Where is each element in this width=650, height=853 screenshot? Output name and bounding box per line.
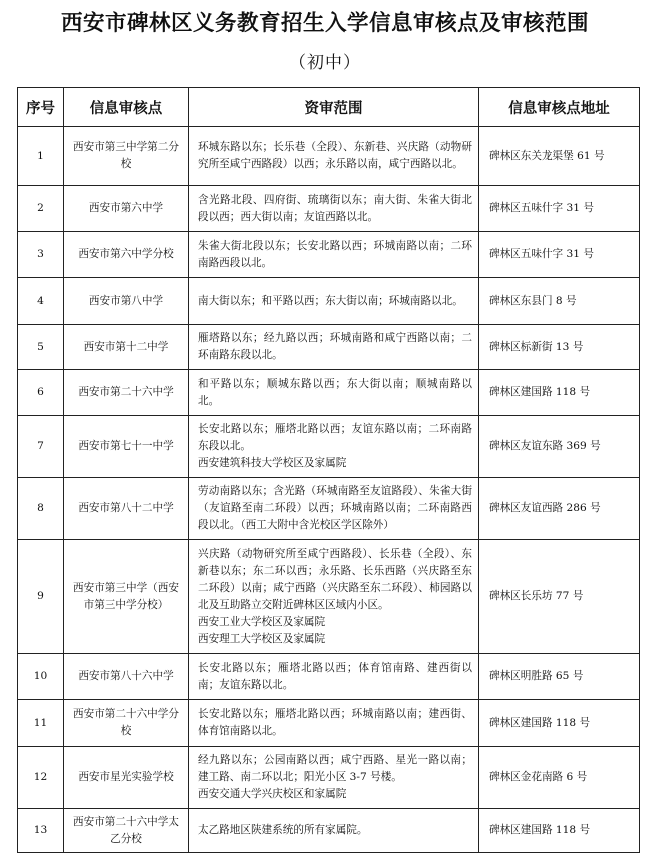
table-row [18,278,640,325]
scope-line: 西安理工大学校区及家属院 [198,632,326,645]
review-point: 西安市第二十六中学太乙分校 [64,809,189,853]
review-point: 西安市第六中学分校 [64,232,189,278]
review-address: 碑林区金花南路 6 号 [479,747,640,809]
scope-line: 长安北路以东；雁塔北路以西；环城南路以南；建西街、体育馆南路以北。 [198,708,472,737]
scope-line: 和平路以东；顺城东路以西；东大街以南；顺城南路以北。 [198,377,472,407]
review-scope [189,654,479,700]
scope-line: 西安工业大学校区及家属院 [198,615,326,628]
row-number: 4 [18,278,64,325]
scope-line: 兴庆路（动物研究所至咸宁西路段）、长乐巷（全段）、东新巷以东；东二环以西；永乐路、长乐西路（兴庆路至东二环段）以南；咸宁西路（兴庆路至东二环段）、柿园路以北及互助路立交附近碑林区区域内小区。 [198,547,472,611]
review-point: 西安市星光实验学校 [64,747,189,809]
header-review-scope: 资审范围 [189,88,479,127]
table-row [18,325,640,370]
row-number: 12 [18,747,64,809]
scope-line: 太乙路地区陕建系统的所有家属院。 [198,824,368,836]
row-number: 2 [18,186,64,232]
review-address: 碑林区东县门 8 号 [479,278,640,325]
table-row [18,478,640,540]
table-row [18,654,640,700]
review-point: 西安市第八中学 [64,278,189,325]
table-row [18,700,640,747]
header-review-point: 信息审核点 [64,88,189,127]
review-address: 碑林区友谊东路 369 号 [479,416,640,478]
review-point: 西安市第二十六中学 [64,370,189,416]
review-scope [189,186,479,232]
row-number: 5 [18,325,64,370]
header-number: 序号 [18,88,64,127]
table-row [18,127,640,186]
document-title: 西安市碑林区义务教育招生入学信息审核点及审核范围 [60,11,589,36]
review-point: 西安市第二十六中学分校 [64,700,189,747]
row-number: 13 [18,809,64,853]
review-scope [189,809,479,853]
review-scope [189,232,479,278]
scope-line: 劳动南路以东；含光路（环城南路至友谊路段）、朱雀大街（友谊路至南二环段）以西；环城南路以南；二环南路西段以北。（西工大附中含光校区学区除外） [198,485,472,531]
review-point: 西安市第十二中学 [64,325,189,370]
table-row [18,809,640,853]
scope-line: 长安北路以东；雁塔北路以西；体育馆南路、建西街以南；友谊东路以北。 [198,661,472,691]
row-number: 7 [18,416,64,478]
table-row [18,232,640,278]
scope-line: 南大街以东；和平路以西；东大街以南；环城南路以北。 [198,294,463,307]
review-scope [189,478,479,540]
review-scope-table [17,87,640,853]
review-point: 西安市第三中学（西安市第三中学分校） [64,540,189,654]
review-scope [189,747,479,809]
review-point: 西安市第八十六中学 [64,654,189,700]
scope-line: 含光路北段、四府街、琉璃街以东；南大街、朱雀大街北段以西；西大街以南；友谊西路以北。 [198,193,472,223]
scope-line: 西安交通大学兴庆校区和家属院 [198,788,347,800]
table-row [18,186,640,232]
scope-line: 西安建筑科技大学校区及家属院 [198,457,347,469]
review-address: 碑林区建国路 118 号 [479,700,640,747]
review-address: 碑林区东关龙渠堡 61 号 [479,127,640,186]
review-scope [189,325,479,370]
review-scope [189,416,479,478]
review-address: 碑林区五味什字 31 号 [479,232,640,278]
review-scope [189,127,479,186]
review-point: 西安市第三中学第二分校 [64,127,189,186]
review-scope [189,370,479,416]
scope-line: 经九路以东；公园南路以西；咸宁西路、星光一路以南；建工路、南二环以北；阳光小区 3-7 号楼。 [198,754,472,783]
table-body [18,127,640,853]
table-row [18,747,640,809]
review-point: 西安市第七十一中学 [64,416,189,478]
review-scope [189,540,479,654]
review-point: 西安市第八十二中学 [64,478,189,540]
table-row [18,370,640,416]
review-address: 碑林区友谊西路 286 号 [479,478,640,540]
review-address: 碑林区明胜路 65 号 [479,654,640,700]
review-address: 碑林区五味什字 31 号 [479,186,640,232]
table-row [18,540,640,654]
review-address: 碑林区标新街 13 号 [479,325,640,370]
row-number: 1 [18,127,64,186]
table-header-row [18,88,640,127]
row-number: 8 [18,478,64,540]
row-number: 10 [18,654,64,700]
scope-line: 长安北路以东；雁塔北路以西；友谊东路以南；二环南路东段以北。 [198,423,472,452]
header-address: 信息审核点地址 [479,88,640,127]
table-row [18,416,640,478]
row-number: 3 [18,232,64,278]
review-address: 碑林区长乐坊 77 号 [479,540,640,654]
scope-line: 雁塔路以东；经九路以西；环城南路和咸宁西路以南；二环南路东段以北。 [198,332,472,361]
row-number: 6 [18,370,64,416]
scope-line: 朱雀大街北段以东；长安北路以西；环城南路以南；二环南路西段以北。 [198,239,472,269]
row-number: 9 [18,540,64,654]
row-number: 11 [18,700,64,747]
review-address: 碑林区建国路 118 号 [479,370,640,416]
review-address: 碑林区建国路 118 号 [479,809,640,853]
document-subtitle: （初中） [289,53,361,73]
review-scope [189,278,479,325]
review-scope [189,700,479,747]
scope-line: 环城东路以东；长乐巷（全段）、东新巷、兴庆路（动物研究所至咸宁西路段）以西；永乐路以南，咸宁西路以北。 [198,141,472,170]
review-point: 西安市第六中学 [64,186,189,232]
